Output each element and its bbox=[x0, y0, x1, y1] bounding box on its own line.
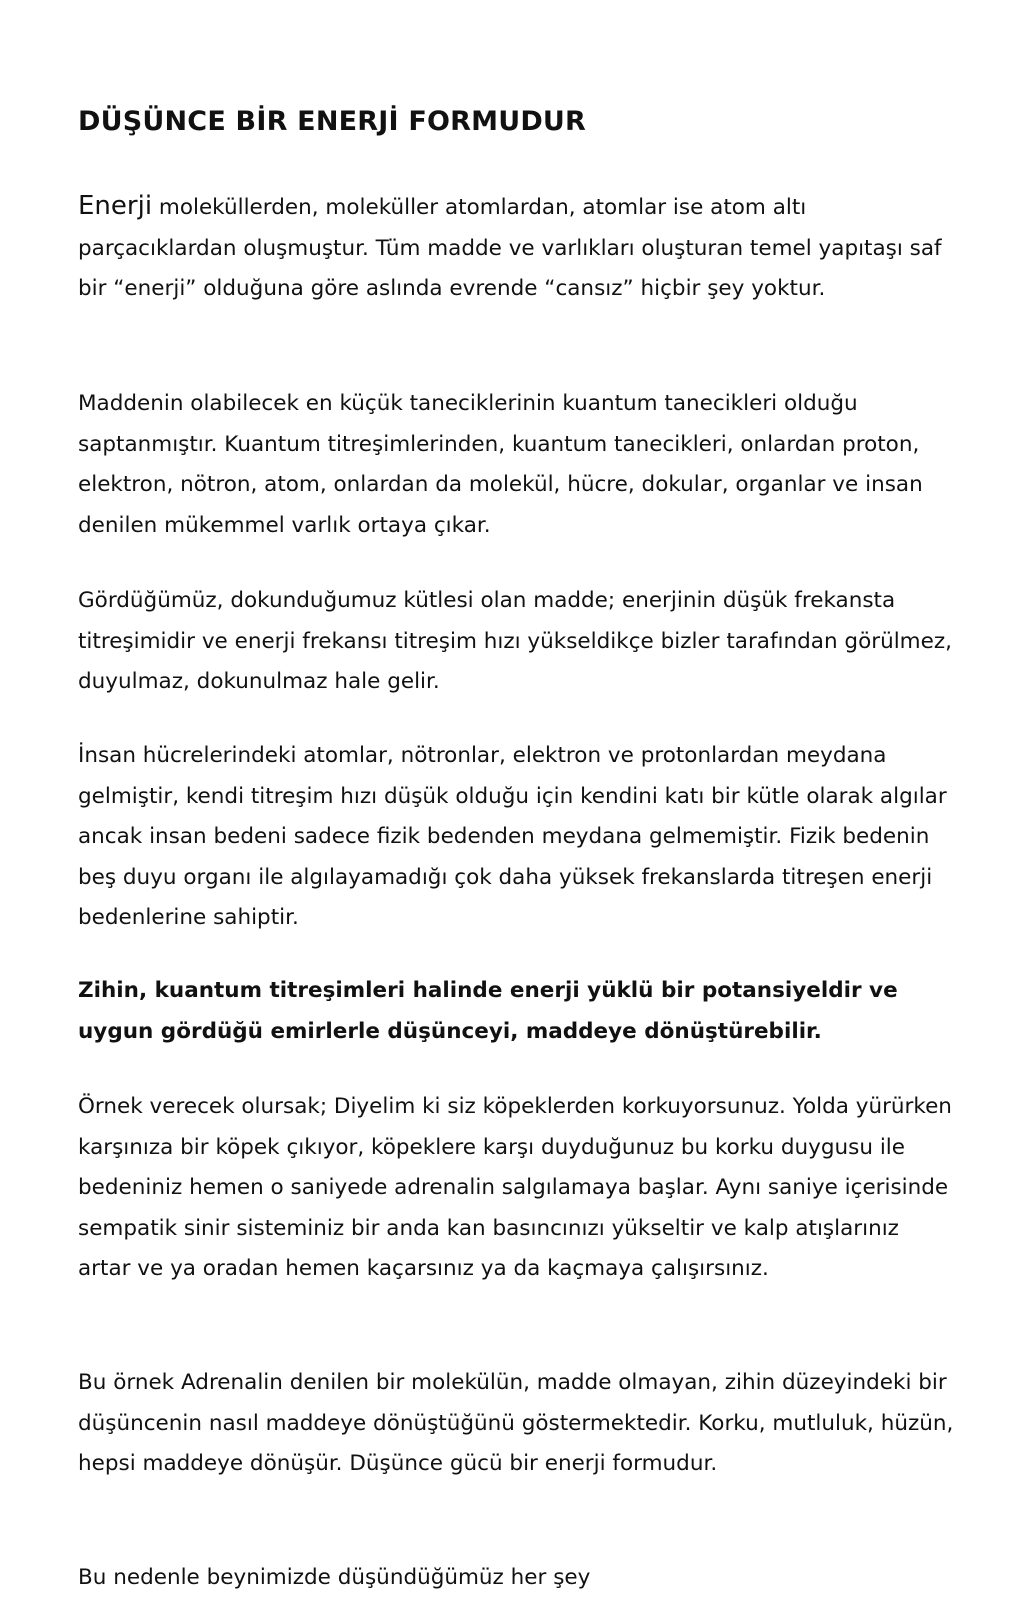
page-title: DÜŞÜNCE BİR ENERJİ FORMUDUR bbox=[78, 106, 587, 137]
paragraph-cutoff: Bu nedenle beynimizde düşündüğümüz her şey bbox=[78, 1565, 591, 1590]
paragraph-human-cells: İnsan hücrelerindeki atomlar, nötronlar, elektron ve protonlardan meydana gelmiştir, kendi titreşim hızı düşük olduğu için kendini katı bir kütle olarak algılar ancak insan bedeni sadece fizik bedenden meydana gelmemiştir. Fizik bedenin beş duyu organı ile algılayamadığı çok daha yüksek frekanslarda titreşen enerji bedenlerine sahiptir. bbox=[78, 743, 947, 930]
paragraph-example: Örnek verecek olursak; Diyelim ki siz köpeklerden korkuyorsunuz. Yolda yürürken karşınıza bir köpek çıkıyor, köpeklere karşı duyduğunuz bu korku duygusu ile bedeniniz hemen o saniyede adrenalin salgılamaya başlar. Aynı saniye içerisinde sempatik sinir sisteminiz bir anda kan basıncınızı yükseltir ve kalp atışlarınız artar ve ya oradan hemen kaçarsınız ya da kaçmaya çalışırsınız. bbox=[78, 1094, 952, 1281]
paragraph-energy-intro bbox=[78, 186, 958, 310]
paragraph-mind-highlight: Zihin, kuantum titreşimleri halinde enerji yüklü bir potansiyeldir ve uygun gördüğü emirlerle düşünceyi, maddeye dönüştürebilir. bbox=[78, 978, 898, 1044]
paragraph-adrenaline: Bu örnek Adrenalin denilen bir molekülün, madde olmayan, zihin düzeyindeki bir düşüncenin nasıl maddeye dönüştüğünü göstermektedir. Korku, mutluluk, hüzün, hepsi maddeye dönüşür. Düşünce gücü bir enerji formudur. bbox=[78, 1370, 954, 1476]
paragraph-frequency: Gördüğümüz, dokunduğumuz kütlesi olan madde; enerjinin düşük frekansta titreşimidir ve enerji frekansı titreşim hızı yükseldikçe bizler tarafından görülmez, duyulmaz, dokunulmaz hale gelir. bbox=[78, 588, 952, 694]
paragraph-text: moleküllerden, moleküller atomlardan, atomlar ise atom altı parçacıklardan oluşmuştur. Tüm madde ve varlıkları oluşturan temel yapıtaşı saf bir “enerji” olduğuna göre aslında evrende “cansız” hiçbir şey yoktur. bbox=[78, 195, 942, 301]
paragraph-quantum-particles: Maddenin olabilecek en küçük taneciklerinin kuantum tanecikleri olduğu saptanmıştır. Kuantum titreşimlerinden, kuantum tanecikleri, onlardan proton, elektron, nötron, atom, onlardan da molekül, hücre, dokular, organlar ve insan denilen mükemmel varlık ortaya çıkar. bbox=[78, 391, 923, 538]
paragraph-lead-word: Enerji bbox=[78, 191, 153, 221]
